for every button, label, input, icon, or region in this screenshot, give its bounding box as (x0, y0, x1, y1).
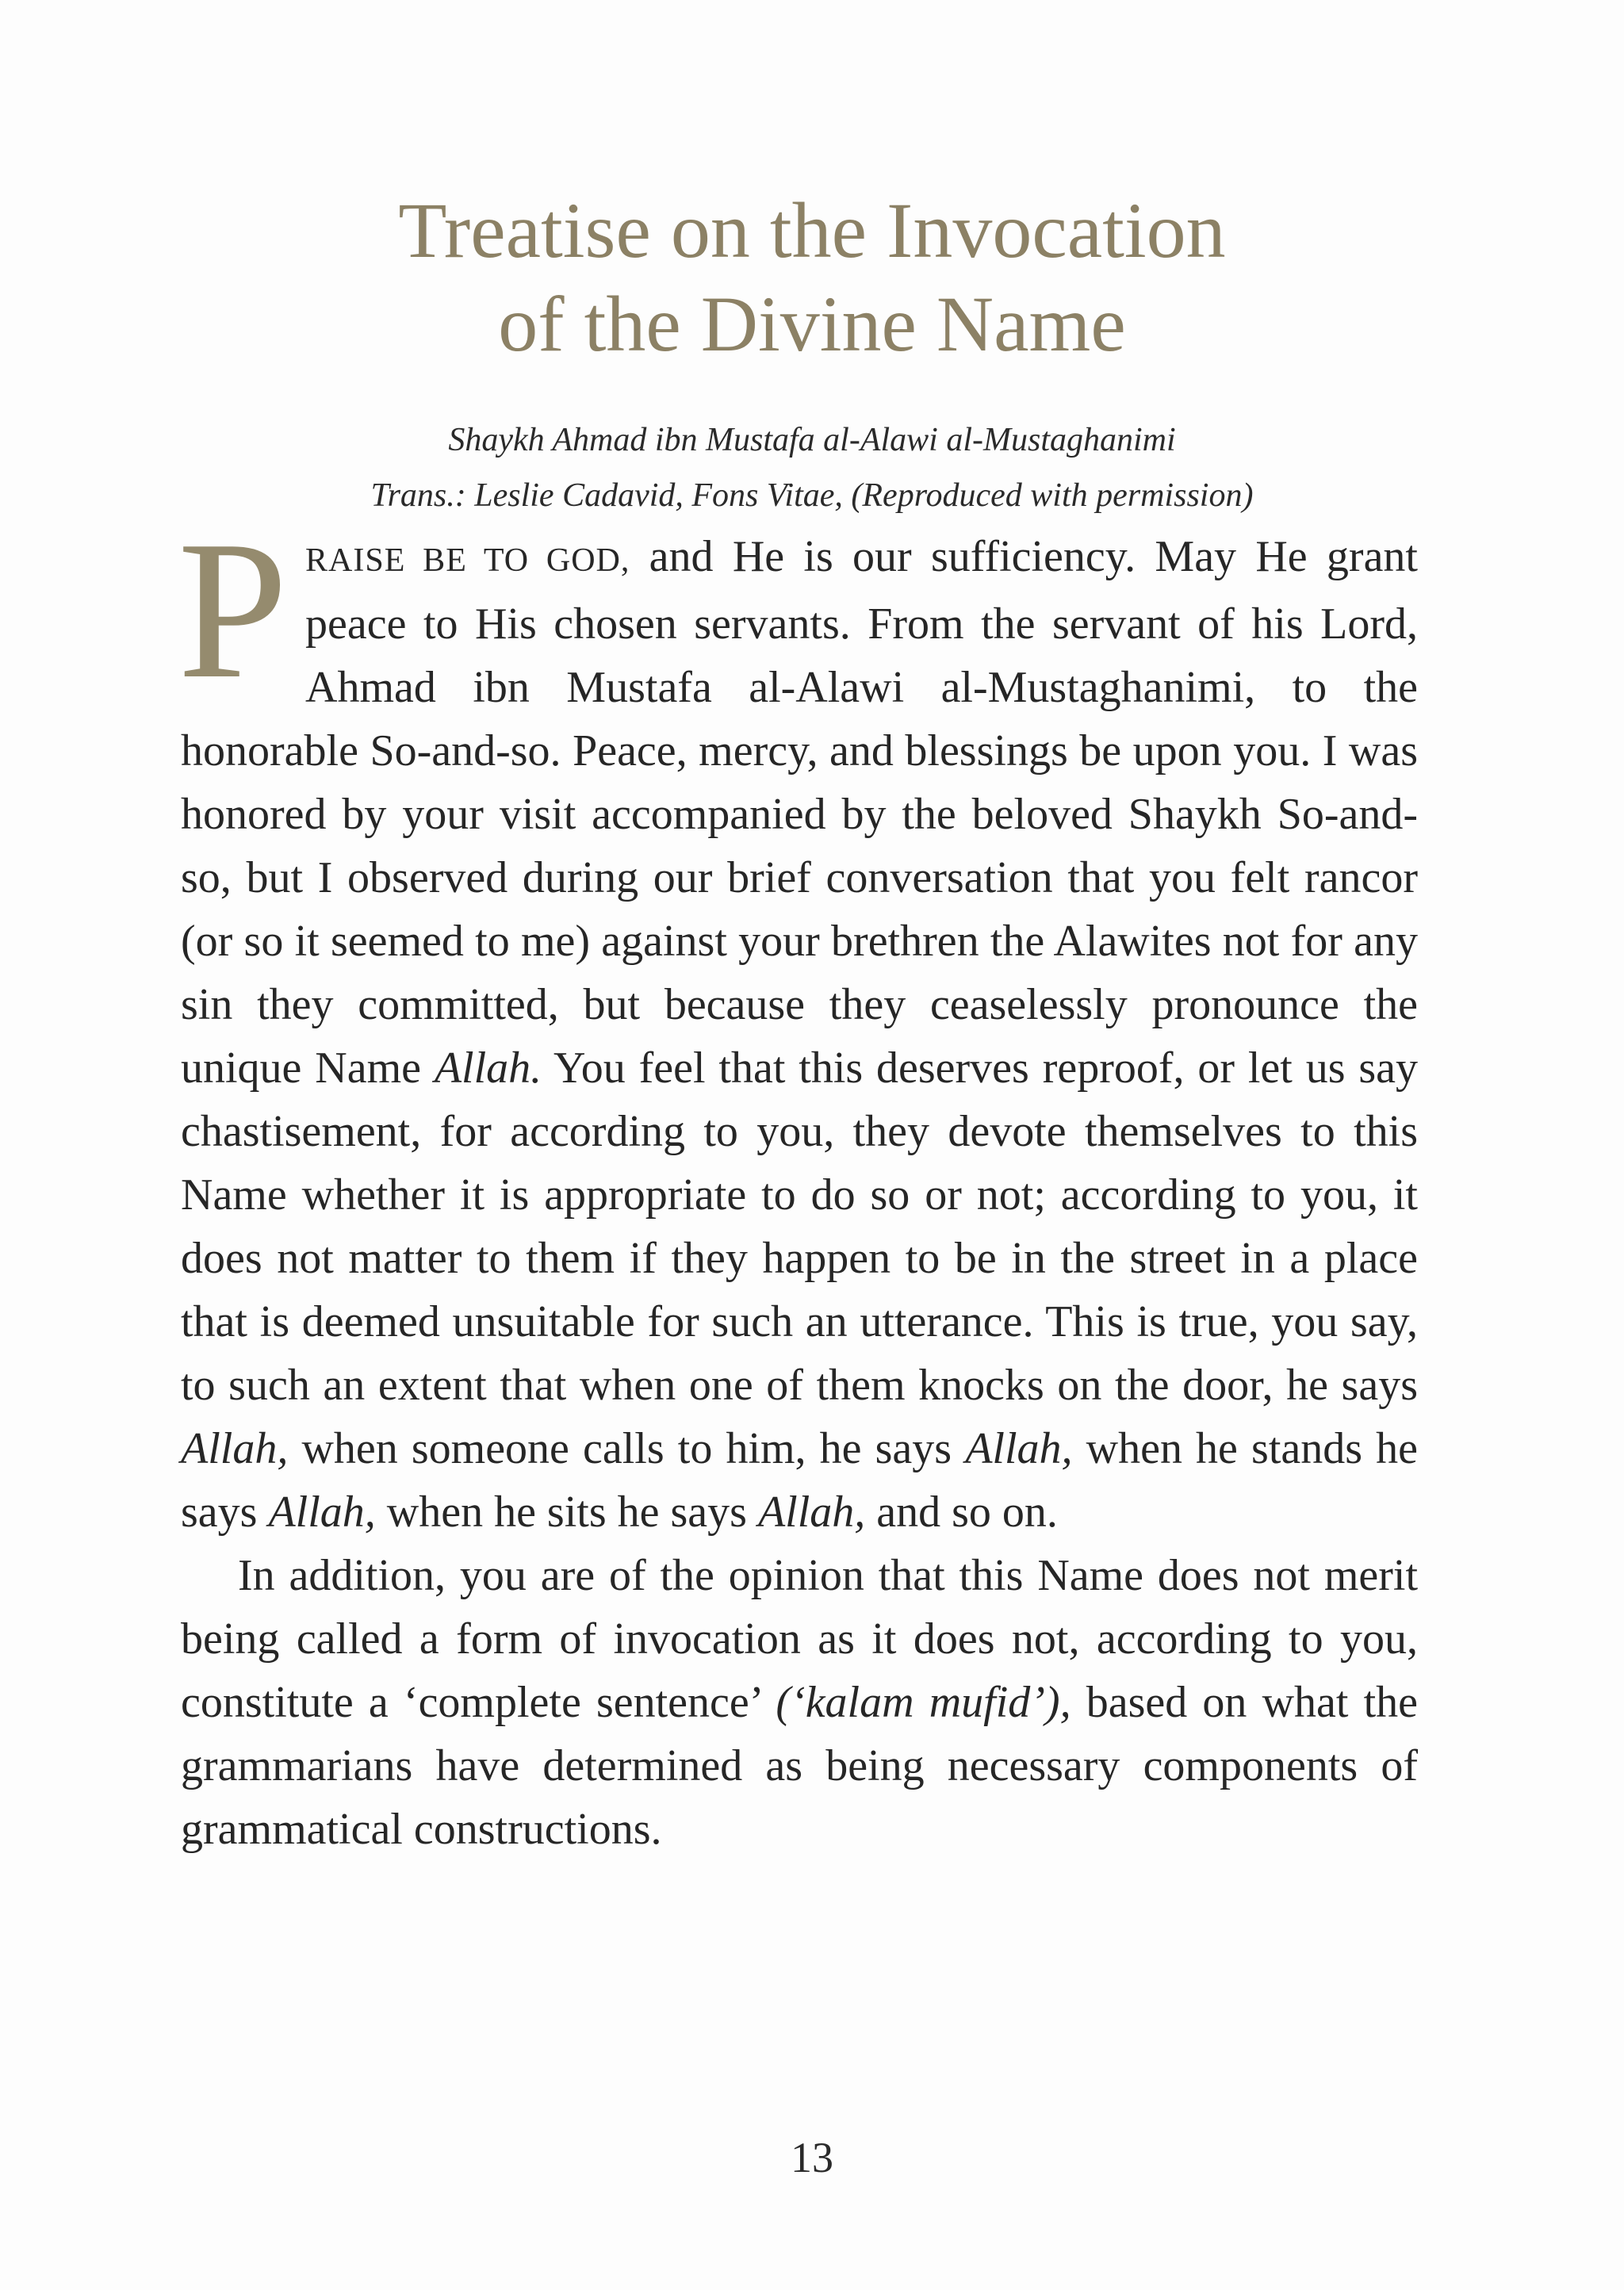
paragraph-1-text-b: You feel that this deserves reproof, or let us say chastisement, for according to you, they devote themselves to this Name whether it is appropriate to do so or not; according to you, it does not matter to them if they happen to be in the street in a place that is deemed unsuitable for such an utterance. This is true, you say, to such an extent that when one of them knocks on the door, he says (181, 1044, 1418, 1410)
paragraph-1-text-c: when someone calls to him, he says (288, 1424, 966, 1473)
paragraph-1 (178, 500, 1418, 1544)
italic-kalam-mufid: (‘kalam mufid’), (776, 1678, 1071, 1727)
author-line: Shaykh Ahmad ibn Mustafa al-Alawi al-Mustaghanimi (448, 422, 1176, 458)
drop-cap: P (178, 500, 289, 720)
paragraph-1-text-d: when he stands he says (181, 1424, 1418, 1537)
opening-small-caps: RAISE BE TO GOD, (305, 542, 630, 579)
chapter-title (0, 184, 1624, 371)
chapter-title-line-2: of the Divine Name (498, 280, 1126, 368)
italic-allah: Allah. (434, 1044, 542, 1093)
paragraph-1-text-f: and so on. (865, 1488, 1058, 1537)
paragraph-2-text-a: In addition, you are of the opinion that this Name does not merit being called a form of invocation as it does not, according to you, constitute a ‘complete sentence’ (181, 1551, 1418, 1727)
italic-allah: Allah, (965, 1424, 1073, 1473)
italic-allah: Allah, (268, 1488, 376, 1537)
paragraph-1-text-e: when he sits he says (375, 1488, 758, 1537)
page-number: 13 (791, 2134, 833, 2181)
paragraph-2 (181, 1544, 1418, 1861)
body-text (178, 500, 1418, 1861)
paragraph-1-text-a: and He is our sufficiency. May He grant peace to His chosen servants. From the servant of his Lord, Ahmad ibn Mustafa al-Alawi al-Mustaghanimi, to the honorable So-and-so. Peace, mercy, and blessings be upon you. I was honored by your visit accompanied by the beloved Shaykh So-and-so, but I observed during our brief conversation that you felt rancor (or so it seemed to me) against your brethren the Alawites not for any sin they committed, but because they ceaselessly pronounce the unique Name (181, 532, 1418, 1093)
translator-line: Trans.: Leslie Cadavid, Fons Vitae, (Reproduced with permission) (370, 477, 1254, 514)
chapter-title-line-1: Treatise on the Invocation (398, 186, 1226, 274)
paragraph-2-text-b: based on what the grammarians have determined as being necessary components of grammatical constructions. (181, 1678, 1418, 1854)
italic-allah: Allah, (181, 1424, 289, 1473)
italic-allah: Allah, (757, 1488, 866, 1537)
